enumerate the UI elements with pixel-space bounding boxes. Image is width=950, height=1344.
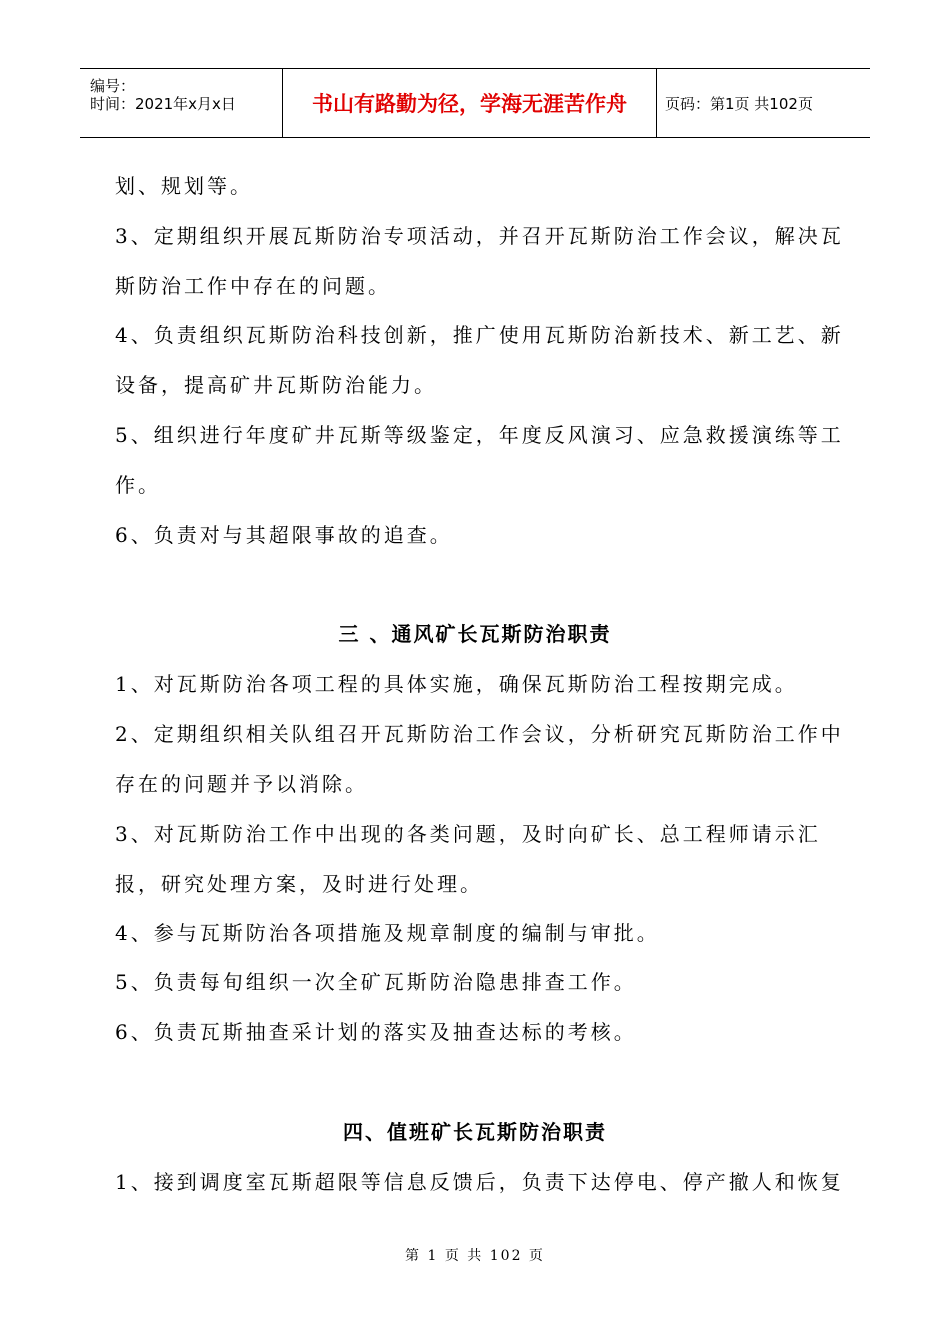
body-line: 6、负责对与其超限事故的追查。 xyxy=(115,523,453,547)
header-page-info: 页码：第1页 共102页 xyxy=(665,94,813,113)
body-line: 斯防治工作中存在的问题。 xyxy=(115,274,391,298)
header-motto: 书山有路勤为径，学海无涯苦作舟 xyxy=(283,69,657,137)
body-line: 划、规划等。 xyxy=(115,174,253,198)
body-line: 设备，提高矿井瓦斯防治能力。 xyxy=(115,373,437,397)
document-number-label: 编号： xyxy=(90,77,136,95)
body-line: 3、对瓦斯防治工作中出现的各类问题，及时向矿长、总工程师请示汇 xyxy=(115,822,821,846)
body-line: 存在的问题并予以消除。 xyxy=(115,772,368,796)
body-line: 2、定期组织相关队组召开瓦斯防治工作会议，分析研究瓦斯防治工作中 xyxy=(115,722,844,746)
body-line: 5、组织进行年度矿井瓦斯等级鉴定，年度反风演习、应急救援演练等工 xyxy=(115,423,844,447)
body-line: 4、负责组织瓦斯防治科技创新，推广使用瓦斯防治新技术、新工艺、新 xyxy=(115,323,844,347)
header-meta xyxy=(80,69,283,137)
page-header xyxy=(80,68,870,138)
body-line: 1、对瓦斯防治各项工程的具体实施，确保瓦斯防治工程按期完成。 xyxy=(115,672,798,696)
page-footer: 第 1 页 共 102 页 xyxy=(405,1248,545,1264)
body-line: 3、定期组织开展瓦斯防治专项活动，并召开瓦斯防治工作会议，解决瓦 xyxy=(115,224,844,248)
section-heading: 三 、通风矿长瓦斯防治职责 xyxy=(338,622,612,646)
body-line: 6、负责瓦斯抽查采计划的落实及抽查达标的考核。 xyxy=(115,1020,637,1044)
body-line: 5、负责每旬组织一次全矿瓦斯防治隐患排查工作。 xyxy=(115,970,637,994)
body-line: 4、参与瓦斯防治各项措施及规章制度的编制与审批。 xyxy=(115,921,660,945)
section-heading: 四、值班矿长瓦斯防治职责 xyxy=(343,1120,607,1144)
document-date: 时间：2021年x月x日 xyxy=(90,95,236,113)
body-line: 报，研究处理方案，及时进行处理。 xyxy=(115,872,483,896)
body-line: 1、接到调度室瓦斯超限等信息反馈后，负责下达停电、停产撤人和恢复 xyxy=(115,1170,844,1194)
body-line: 作。 xyxy=(115,473,161,497)
